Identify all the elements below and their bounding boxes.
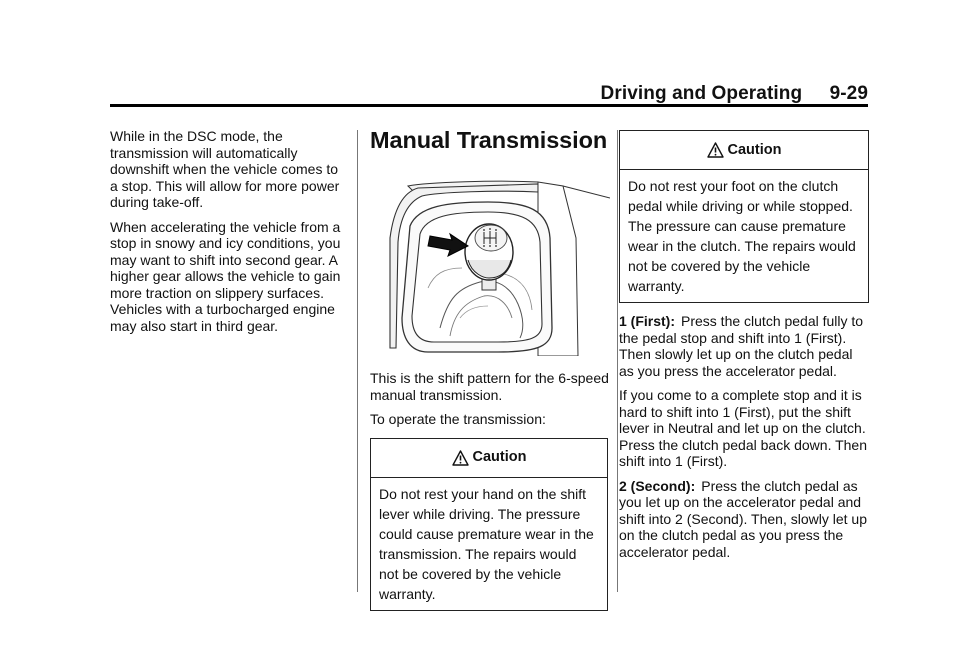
column-3 bbox=[619, 130, 869, 568]
caution-label: Caution bbox=[727, 141, 782, 158]
column-divider-right bbox=[617, 130, 618, 592]
caution-label: Caution bbox=[472, 449, 527, 466]
gear-shift-illustration bbox=[388, 178, 610, 356]
step-first-gear-note bbox=[619, 387, 869, 470]
caution-header bbox=[371, 439, 607, 478]
paragraph-snowy-conditions: When accelerating the vehicle from a stop in snowy and icy conditions, you may want to shift into second gear. A higher gear allows the vehicle to gain more traction on slippery surfaces. Vehicles with a turbocharged engine may also start in third gear. bbox=[110, 218, 341, 334]
step-second-gear bbox=[619, 478, 869, 561]
warning-triangle-icon bbox=[707, 142, 724, 158]
manual-transmission-heading: Manual Transmission bbox=[370, 127, 608, 153]
caution-header bbox=[620, 131, 868, 170]
caution-text: Do not rest your hand on the shift lever while driving. The pressure could cause premature wear in the transmission. The repairs would not be covered by the vehicle warranty. bbox=[379, 485, 594, 602]
page-number: 9-29 bbox=[829, 83, 868, 104]
caution-text: Do not rest your foot on the clutch pedal while driving or while stopped. The pressure can cause premature wear in the clutch. The repairs would not be covered by the vehicle warranty. bbox=[628, 178, 856, 294]
step-text: If you come to a complete stop and it is hard to shift into 1 (First), put the shift lever in Neutral and let up on the clutch. Press the clutch pedal back down. Then shift into 1 (First). bbox=[619, 387, 868, 469]
caution-box-hand bbox=[370, 438, 608, 611]
step-term: 2 (Second): bbox=[619, 477, 696, 494]
paragraph-to-operate: To operate the transmission: bbox=[370, 411, 546, 427]
page-header bbox=[110, 82, 868, 106]
column-1 bbox=[110, 128, 342, 342]
step-term: 1 (First): bbox=[619, 313, 675, 329]
column-divider-left bbox=[357, 130, 358, 592]
column-2 bbox=[370, 124, 610, 611]
caution-box-foot bbox=[619, 130, 869, 303]
warning-triangle-icon bbox=[452, 450, 469, 466]
step-text: Press the clutch pedal fully to the pedal stop and shift into 1 (First). Then slowly let up on the clutch pedal as you press the accelerator pedal. bbox=[619, 313, 864, 379]
section-title: Driving and Operating bbox=[600, 83, 803, 104]
step-text: Press the clutch pedal as you let up on the accelerator pedal and shift into 2 (Second). Then, slowly let up on the clutch pedal as you press the accelerator pedal. bbox=[619, 477, 867, 560]
step-first-gear bbox=[619, 313, 869, 379]
paragraph-shift-pattern: This is the shift pattern for the 6-speed manual transmission. bbox=[370, 370, 609, 403]
header-rule bbox=[110, 104, 868, 107]
paragraph-dsc-mode: While in the DSC mode, the transmission will automatically downshift when the vehicle comes to a stop. This will allow for more power during take-off. bbox=[110, 128, 340, 210]
